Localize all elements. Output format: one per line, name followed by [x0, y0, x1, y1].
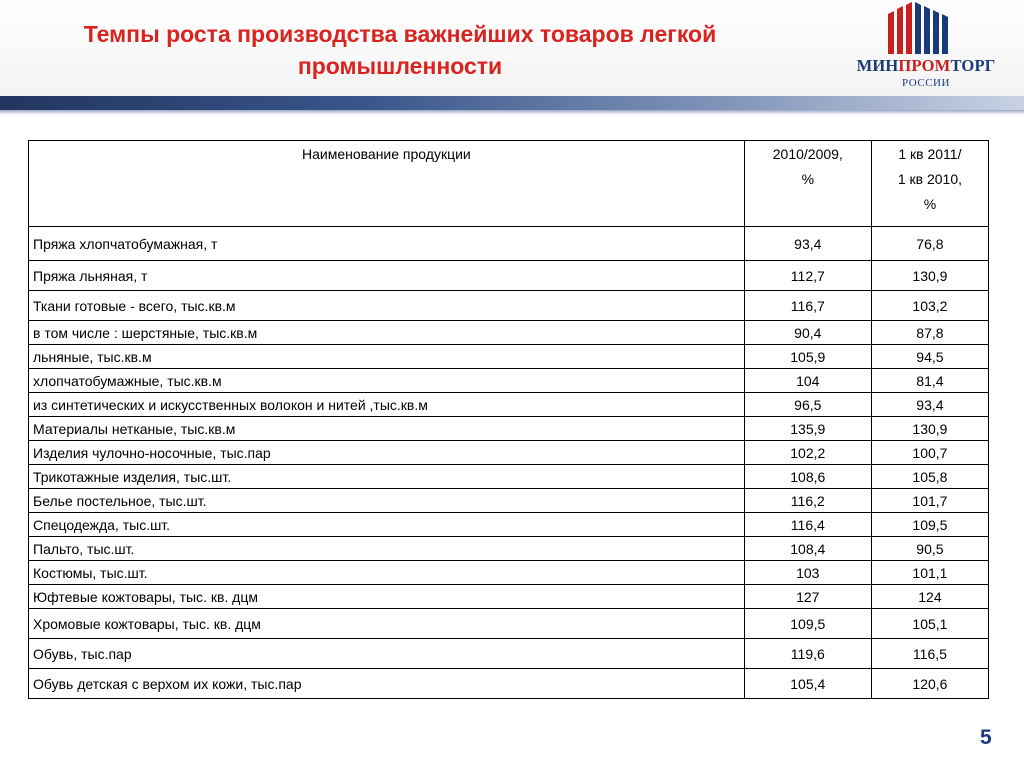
value-q1-2011: 90,5 [871, 537, 988, 561]
product-name: Обувь детская с верхом их кожи, тыс.пар [29, 669, 745, 699]
value-q1-2011: 120,6 [871, 669, 988, 699]
value-2010-2009: 104 [744, 369, 871, 393]
value-q1-2011: 87,8 [871, 321, 988, 345]
header-divider-shadow [0, 110, 1024, 114]
table-header-row [29, 141, 989, 227]
value-q1-2011: 130,9 [871, 417, 988, 441]
value-q1-2011: 124 [871, 585, 988, 609]
product-name: Хромовые кожтовары, тыс. кв. дцм [29, 609, 745, 639]
value-2010-2009: 116,7 [744, 291, 871, 321]
table-row [29, 291, 989, 321]
minpromtorg-logo [842, 2, 1012, 94]
product-name: Пряжа льняная, т [29, 261, 745, 291]
value-2010-2009: 105,4 [744, 669, 871, 699]
value-q1-2011: 105,8 [871, 465, 988, 489]
table-row [29, 639, 989, 669]
value-2010-2009: 96,5 [744, 393, 871, 417]
value-2010-2009: 90,4 [744, 321, 871, 345]
product-name: Пряжа хлопчатобумажная, т [29, 227, 745, 261]
value-q1-2011: 103,2 [871, 291, 988, 321]
table-row [29, 609, 989, 639]
product-name: из синтетических и искусственных волокон и нитей ,тыс.кв.м [29, 393, 745, 417]
value-2010-2009: 108,6 [744, 465, 871, 489]
logo-wordmark: МИНПРОМТОРГ [856, 56, 996, 75]
value-q1-2011: 101,7 [871, 489, 988, 513]
product-name: Костюмы, тыс.шт. [29, 561, 745, 585]
value-2010-2009: 103 [744, 561, 871, 585]
page-title: Темпы роста производства важнейших товаров легкой промышленности [83, 21, 717, 79]
product-name: Материалы нетканые, тыс.кв.м [29, 417, 745, 441]
value-2010-2009: 116,2 [744, 489, 871, 513]
value-q1-2011: 100,7 [871, 441, 988, 465]
table-row [29, 261, 989, 291]
product-name: льняные, тыс.кв.м [29, 345, 745, 369]
table-row [29, 369, 989, 393]
logo-subtitle: РОССИИ [902, 77, 950, 89]
value-2010-2009: 127 [744, 585, 871, 609]
value-q1-2011: 116,5 [871, 639, 988, 669]
value-q1-2011: 93,4 [871, 393, 988, 417]
value-2010-2009: 105,9 [744, 345, 871, 369]
value-q1-2011: 105,1 [871, 609, 988, 639]
product-name: Обувь, тыс.пар [29, 639, 745, 669]
value-2010-2009: 135,9 [744, 417, 871, 441]
value-2010-2009: 109,5 [744, 609, 871, 639]
value-q1-2011: 81,4 [871, 369, 988, 393]
table-row [29, 345, 989, 369]
table-row [29, 417, 989, 441]
value-2010-2009: 102,2 [744, 441, 871, 465]
logo-emblem-icon [888, 2, 964, 54]
product-name: Белье постельное, тыс.шт. [29, 489, 745, 513]
header-divider-bar [0, 96, 1024, 110]
value-q1-2011: 76,8 [871, 227, 988, 261]
page-number: 5 [980, 726, 992, 749]
table-row [29, 669, 989, 699]
product-name: хлопчатобумажные, тыс.кв.м [29, 369, 745, 393]
table-row [29, 465, 989, 489]
table-row [29, 393, 989, 417]
value-2010-2009: 116,4 [744, 513, 871, 537]
header-q1-2011-q1-2010: 1 кв 2011/ 1 кв 2010, % [871, 141, 988, 227]
header-product-name: Наименование продукции [29, 141, 745, 227]
table-row [29, 513, 989, 537]
table-row [29, 585, 989, 609]
product-name: Ткани готовые - всего, тыс.кв.м [29, 291, 745, 321]
table-row [29, 441, 989, 465]
value-q1-2011: 130,9 [871, 261, 988, 291]
product-name: Изделия чулочно-носочные, тыс.пар [29, 441, 745, 465]
header-2010-2009: 2010/2009, % [744, 141, 871, 227]
value-q1-2011: 109,5 [871, 513, 988, 537]
product-name: Спецодежда, тыс.шт. [29, 513, 745, 537]
table-row [29, 489, 989, 513]
value-2010-2009: 108,4 [744, 537, 871, 561]
value-2010-2009: 112,7 [744, 261, 871, 291]
value-q1-2011: 94,5 [871, 345, 988, 369]
value-q1-2011: 101,1 [871, 561, 988, 585]
table-row [29, 537, 989, 561]
table-row [29, 321, 989, 345]
production-growth-table [28, 140, 989, 699]
table-row [29, 561, 989, 585]
product-name: в том числе : шерстяные, тыс.кв.м [29, 321, 745, 345]
value-2010-2009: 119,6 [744, 639, 871, 669]
value-2010-2009: 93,4 [744, 227, 871, 261]
product-name: Пальто, тыс.шт. [29, 537, 745, 561]
product-name: Юфтевые кожтовары, тыс. кв. дцм [29, 585, 745, 609]
slide-header [0, 0, 1024, 96]
product-name: Трикотажные изделия, тыс.шт. [29, 465, 745, 489]
table-row [29, 227, 989, 261]
